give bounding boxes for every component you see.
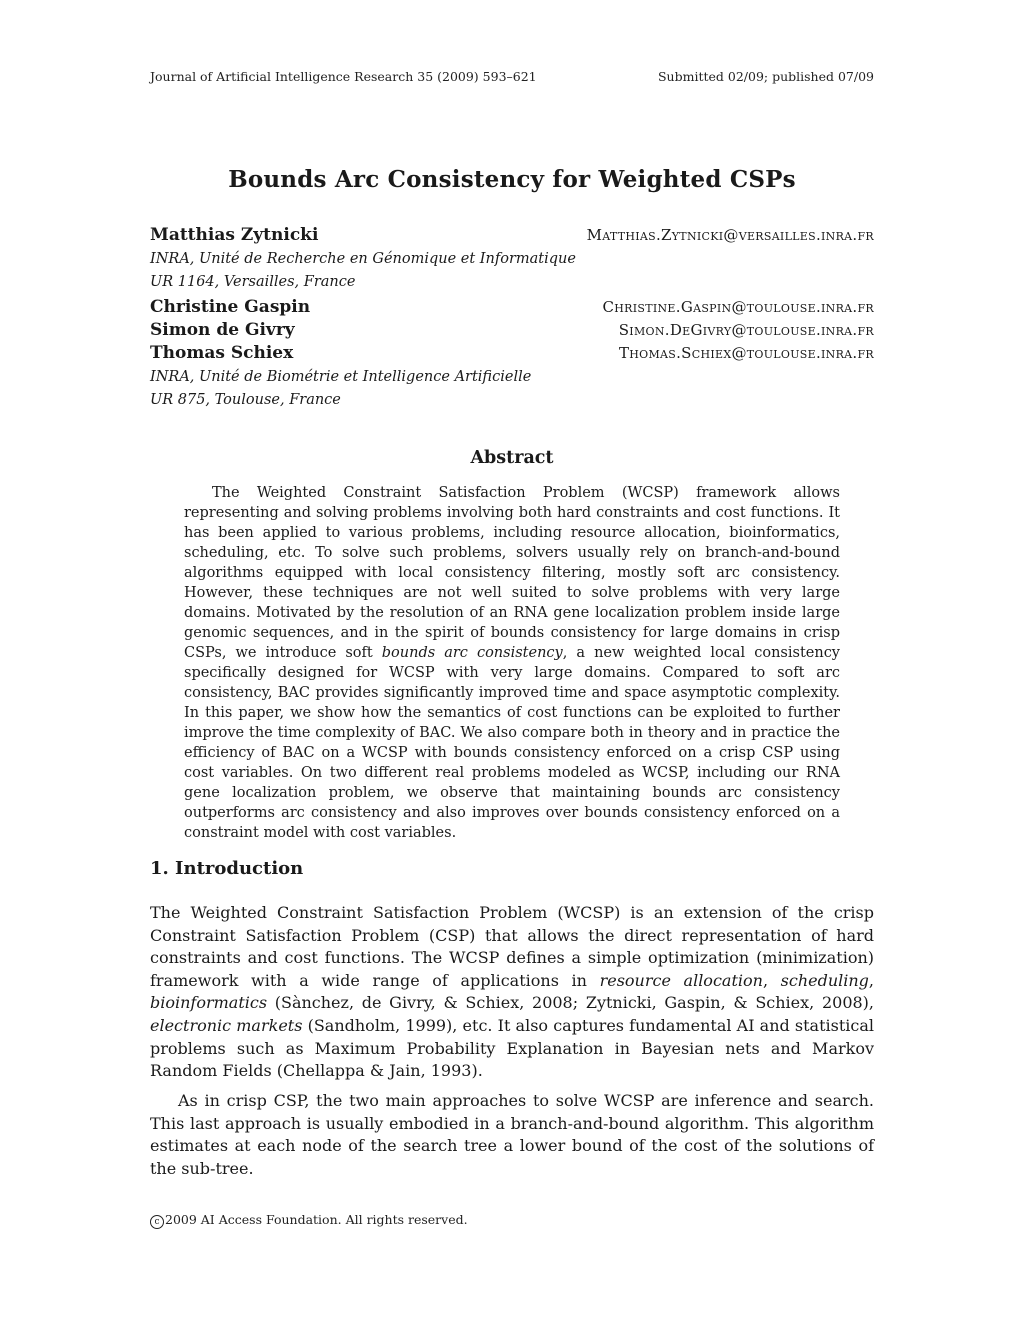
author-email[interactable]: Christine.Gaspin@toulouse.inra.fr (602, 298, 874, 316)
copyright-icon: c (150, 1215, 164, 1229)
body-emphasis: resource allocation (599, 970, 763, 990)
author-email[interactable]: Matthias.Zytnicki@versailles.inra.fr (586, 226, 874, 244)
body-text: , (868, 970, 875, 990)
body-emphasis: electronic markets (150, 1015, 303, 1035)
author-group-versailles (150, 225, 874, 294)
author-email[interactable]: Thomas.Schiex@toulouse.inra.fr (618, 344, 874, 362)
section-heading-introduction: 1. Introduction (150, 858, 304, 879)
abstract-emphasis: bounds arc consistency (381, 645, 563, 661)
author-name: Thomas Schiex (150, 343, 294, 363)
affiliation-line: INRA, Unité de Recherche en Génomique et Informatique (150, 251, 576, 267)
author-entry (150, 225, 874, 248)
abstract-text (184, 483, 840, 843)
body-emphasis: scheduling (780, 970, 869, 990)
copyright-notice (150, 1212, 468, 1229)
running-head (150, 69, 874, 84)
intro-paragraph-1 (150, 902, 874, 1083)
paper-title: Bounds Arc Consistency for Weighted CSPs (228, 166, 796, 193)
author-entry (150, 320, 874, 343)
abstract-text-part: The Weighted Constraint Satisfaction Problem (WCSP) framework allows representing and solving problems involving both hard constraints and cost functions. It has been applied to various problems, including resource allocation, bioinformatics, scheduling, etc. To solve such problems, solvers usually rely on branch-and-bound algorithms equipped with local consistency filtering, mostly soft arc consistency. However, these techniques are not well suited to solve problems with very large domains. Motivated by the resolution of an RNA gene localization problem inside large genomic sequences, and in the spirit of bounds consistency for large domains in crisp CSPs, we introduce soft (184, 485, 840, 661)
affiliation-address: UR 875, Toulouse, France (150, 392, 341, 408)
author-entry (150, 297, 874, 320)
author-name: Matthias Zytnicki (150, 225, 319, 245)
author-email[interactable]: Simon.DeGivry@toulouse.inra.fr (618, 321, 874, 339)
copyright-text: 2009 AI Access Foundation. All rights reserved. (165, 1212, 468, 1227)
journal-citation: Journal of Artificial Intelligence Research 35 (2009) 593–621 (150, 69, 537, 84)
body-text: (Sànchez, de Givry, & Schiex, 2008; Zytnicki, Gaspin, & Schiex, 2008), (267, 993, 874, 1013)
submission-dates: Submitted 02/09; published 07/09 (657, 69, 874, 84)
intro-paragraph-2: As in crisp CSP, the two main approaches to solve WCSP are inference and search. This last approach is usually embodied in a branch-and-bound algorithm. This algorithm estimates at each node of the search tree a lower bound of the cost of the solutions of the sub-tree. (150, 1091, 874, 1178)
abstract-heading: Abstract (470, 448, 554, 468)
author-name: Simon de Givry (150, 320, 295, 340)
affiliation-address: UR 1164, Versailles, France (150, 274, 356, 290)
affiliation-line: INRA, Unité de Biométrie et Intelligence Artificielle (150, 369, 532, 385)
author-entry (150, 343, 874, 366)
abstract-text-part: , a new weighted local consistency specifically designed for WCSP with very large domains. Compared to soft arc consistency, BAC provides significantly improved time and space asymptotic complexity. In this paper, we show how the semantics of cost functions can be exploited to further improve the time complexity of BAC. We also compare both in theory and in practice the efficiency of BAC on a WCSP with bounds consistency enforced on a crisp CSP using cost variables. On two different real problems modeled as WCSP, including our RNA gene localization problem, we observe that maintaining bounds arc consistency outperforms arc consistency and also improves over bounds consistency enforced on a constraint model with cost variables. (184, 645, 841, 841)
body-text: , (762, 970, 781, 990)
body-text: (Sandholm, 1999), etc. It also captures fundamental AI and statistical problems such as Maximum Probability Explanation in Bayesian nets and Markov Random Fields (Chellappa & Jain, 1993). (150, 1015, 875, 1081)
body-text: The Weighted Constraint Satisfaction Problem (WCSP) is an extension of the crisp Constraint Satisfaction Problem (CSP) that allows the direct representation of hard constraints and cost functions. The WCSP defines a simple optimization (minimization) framework with a wide range of applications in (150, 903, 874, 990)
author-name: Christine Gaspin (150, 297, 311, 317)
author-group-toulouse (150, 297, 874, 412)
body-emphasis: bioinformatics (150, 993, 268, 1013)
